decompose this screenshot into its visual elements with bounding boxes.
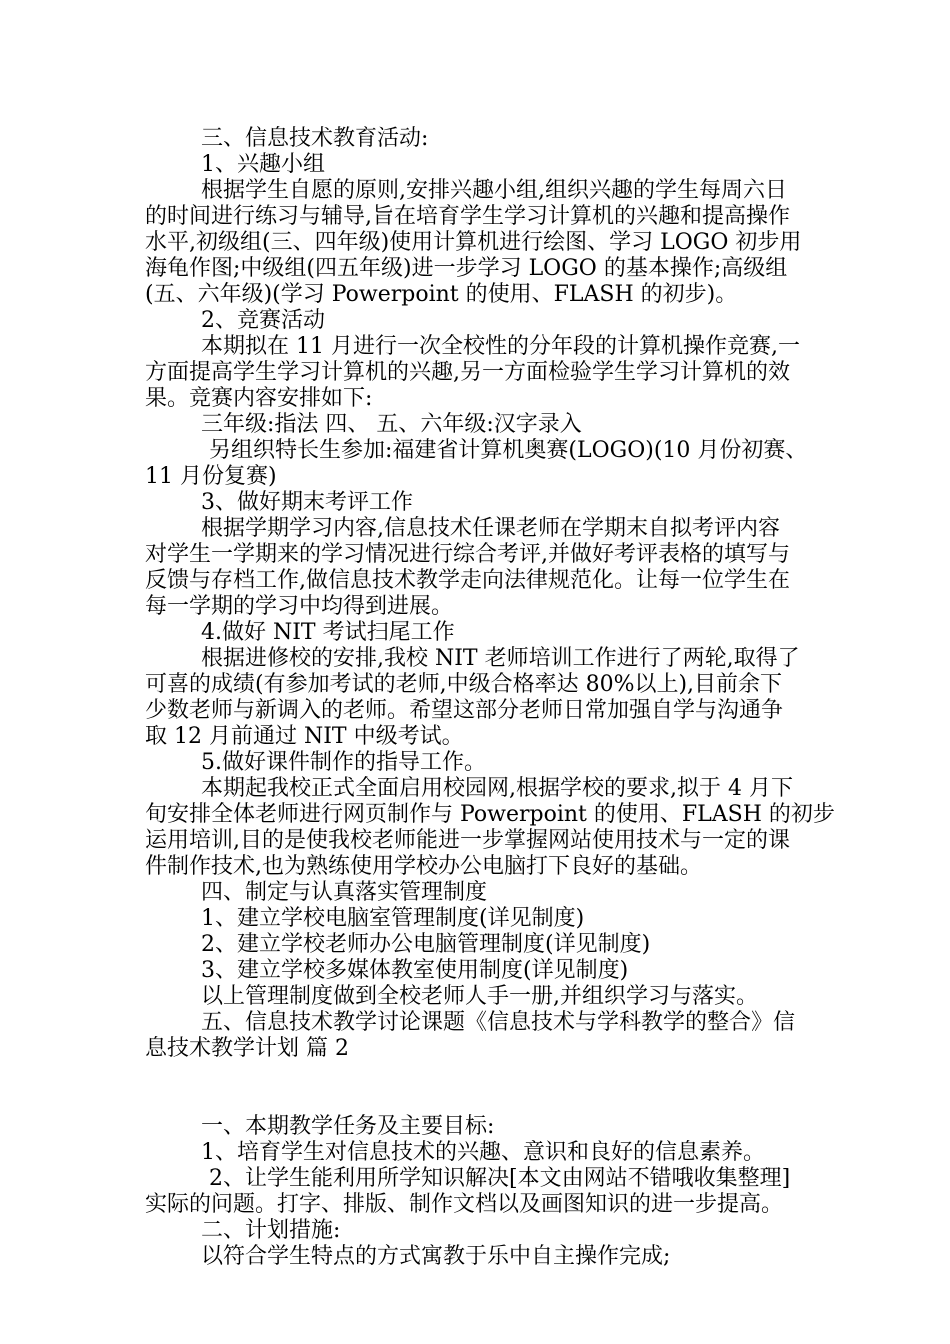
paragraph-line: 根据进修校的安排,我校 NIT 老师培训工作进行了两轮,取得了 [201, 646, 800, 671]
list-item: 1、培育学生对信息技术的兴趣、意识和良好的信息素养。 [201, 1140, 765, 1165]
paragraph-line: 实际的问题。打字、排版、制作文档以及画图知识的进一步提高。 [145, 1192, 784, 1217]
paragraph-line: 方面提高学生学习计算机的兴趣,另一方面检验学生学习计算机的效 [145, 360, 790, 385]
paragraph-line: 根据学生自愿的原则,安排兴趣小组,组织兴趣的学生每周六日 [201, 178, 787, 203]
paragraph-line: (五、六年级)(学习 Powerpoint 的使用、FLASH 的初步)。 [145, 282, 738, 307]
paragraph-line: 旬安排全体老师进行网页制作与 Powerpoint 的使用、FLASH 的初步 [145, 802, 835, 827]
paragraph-line: 对学生一学期来的学习情况进行综合考评,并做好考评表格的填写与 [145, 542, 790, 567]
paragraph-line: 另组织特长生参加:福建省计算机奥赛(LOGO)(10 月份初赛、 [209, 438, 808, 463]
paragraph-line: 果。竞赛内容安排如下: [145, 386, 373, 411]
list-item: 3、建立学校多媒体教室使用制度(详见制度) [201, 958, 629, 983]
paragraph-line: 水平,初级组(三、四年级)使用计算机进行绘图、学习 LOGO 初步用 [145, 230, 802, 255]
heading-teaching-goals: 一、本期教学任务及主要目标: [201, 1114, 495, 1139]
subheading-nit-exam: 4.做好 NIT 考试扫尾工作 [201, 620, 455, 645]
heading-research-topic: 五、信息技术教学讨论课题《信息技术与学科教学的整合》信 [201, 1010, 796, 1035]
paragraph-line: 每一学期的学习中均得到进展。 [145, 594, 454, 619]
list-item: 2、让学生能利用所学知识解决[本文由网站不错哦收集整理] [209, 1166, 791, 1191]
paragraph-line: 三年级:指法 四、 五、六年级:汉字录入 [201, 412, 582, 437]
heading-plan-measures: 二、计划措施: [201, 1218, 341, 1243]
paragraph-line: 11 月份复赛) [145, 464, 277, 489]
paragraph-line: 的时间进行练习与辅导,旨在培育学生学习计算机的兴趣和提高操作 [145, 204, 790, 229]
paragraph-line: 根据学期学习内容,信息技术任课老师在学期末自拟考评内容 [201, 516, 780, 541]
heading-management-system: 四、制定与认真落实管理制度 [201, 880, 488, 905]
subheading-courseware: 5.做好课件制作的指导工作。 [201, 750, 486, 775]
heading-info-tech-activities: 三、信息技术教育活动: [201, 126, 429, 151]
paragraph-line: 以符合学生特点的方式寓教于乐中自主操作完成; [201, 1244, 671, 1269]
paragraph-line: 运用培训,目的是使我校老师能进一步掌握网站使用技术与一定的课 [145, 828, 790, 853]
list-item: 1、建立学校电脑室管理制度(详见制度) [201, 906, 585, 931]
paragraph-line: 海龟作图;中级组(四五年级)进一步学习 LOGO 的基本操作;高级组 [145, 256, 788, 281]
subheading-final-evaluation: 3、做好期末考评工作 [201, 490, 413, 515]
paragraph-line: 取 12 月前通过 NIT 中级考试。 [145, 724, 464, 749]
list-item: 2、建立学校老师办公电脑管理制度(详见制度) [201, 932, 651, 957]
paragraph-line: 反馈与存档工作,做信息技术教学走向法律规范化。让每一位学生在 [145, 568, 790, 593]
paragraph-line: 本期起我校正式全面启用校园网,根据学校的要求,拟于 4 月下 [201, 776, 793, 801]
paragraph-line: 少数老师与新调入的老师。希望这部分老师日常加强自学与沟通争 [145, 698, 784, 723]
paragraph-line: 件制作技术,也为熟练使用学校办公电脑打下良好的基础。 [145, 854, 702, 879]
paragraph-line: 息技术教学计划 篇 2 [145, 1036, 349, 1061]
paragraph-line: 可喜的成绩(有参加考试的老师,中级合格率达 80%以上),目前余下 [145, 672, 783, 697]
paragraph-line: 以上管理制度做到全校老师人手一册,并组织学习与落实。 [201, 984, 758, 1009]
subheading-interest-group: 1、兴趣小组 [201, 152, 325, 177]
paragraph-line: 本期拟在 11 月进行一次全校性的分年段的计算机操作竞赛,一 [201, 334, 800, 359]
subheading-competition: 2、竞赛活动 [201, 308, 325, 333]
